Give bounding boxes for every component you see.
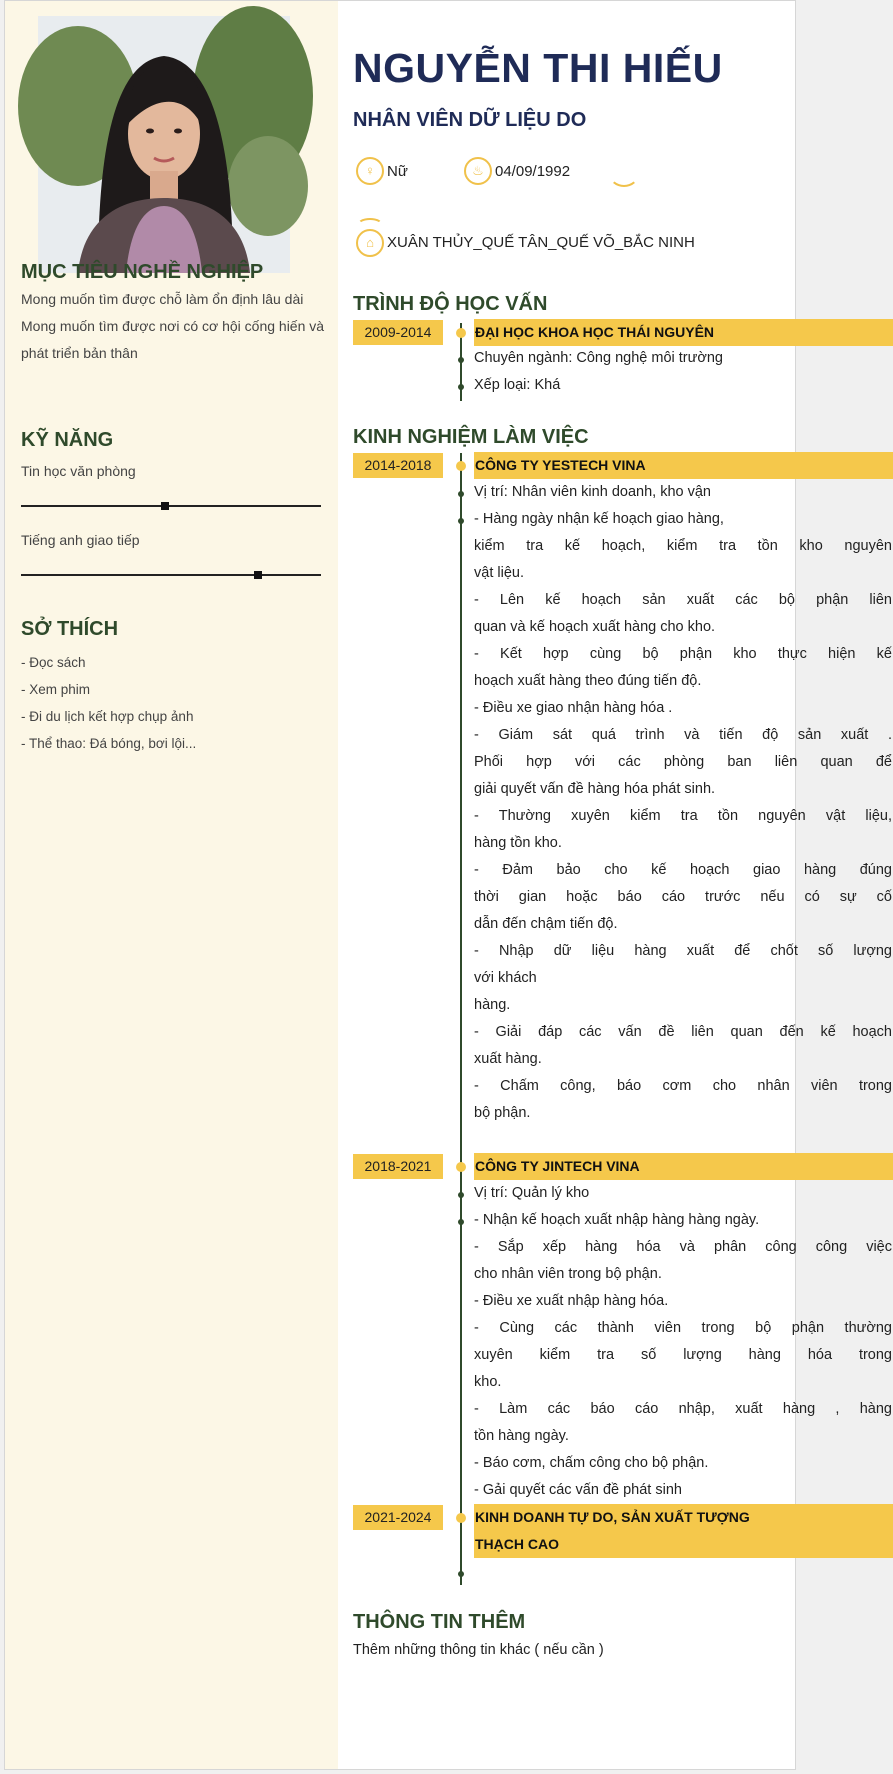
job-line: - Nhập dữ liệu hàng xuất để chốt số lượng (474, 943, 892, 959)
gender-value: Nữ (387, 163, 408, 180)
job-company: CÔNG TY JINTECH VINA (474, 1153, 893, 1180)
job-line: - Đảm bảo cho kế hoạch giao hàng đúng (474, 862, 892, 878)
job-line: - Chấm công, báo cơm cho nhân viên trong (474, 1078, 892, 1094)
education-grade: Xếp loại: Khá (474, 377, 561, 393)
job-year: 2014-2018 (353, 453, 443, 478)
timeline-dot (458, 491, 464, 497)
timeline-dot (458, 1571, 464, 1577)
decorative-arc (609, 161, 639, 187)
job-line: - Làm các báo cáo nhập, xuất hàng , hàng (474, 1401, 892, 1417)
sidebar (5, 1, 338, 1769)
gender-icon: ♀ (356, 157, 384, 185)
job-line: Vị trí: Quản lý kho (474, 1185, 590, 1201)
address-value: XUÂN THỦY_QUẾ TÂN_QUẾ VÕ_BẮC NINH (387, 234, 695, 251)
skill-bar (21, 574, 321, 576)
education-year: 2009-2014 (353, 320, 443, 345)
job-year: 2021-2024 (353, 1505, 443, 1530)
full-name: NGUYỄN THI HIẾU (353, 45, 723, 91)
hobby-item: - Đọc sách (21, 655, 86, 670)
hobby-item: - Xem phim (21, 682, 91, 697)
job-line: - Thường xuyên kiểm tra tồn nguyên vật liệu, (474, 808, 892, 824)
timeline-dot (456, 1513, 466, 1523)
address-icon: ⌂ (356, 229, 384, 257)
birthday-value: 04/09/1992 (495, 163, 571, 180)
timeline-dot (458, 384, 464, 390)
timeline-dot (458, 1219, 464, 1225)
job-line: - Gải quyết các vấn đề phát sinh (474, 1482, 682, 1498)
experience-timeline (460, 453, 462, 1585)
job-title: NHÂN VIÊN DỮ LIỆU DO (353, 109, 587, 131)
timeline-dot (458, 518, 464, 524)
job-line: vật liệu. (474, 565, 524, 581)
skills-title: KỸ NĂNG (21, 429, 114, 451)
hobby-item: - Thể thao: Đá bóng, bơi lội... (21, 736, 197, 751)
job-company (474, 1504, 893, 1558)
job-line: - Nhận kế hoạch xuất nhập hàng hàng ngày. (474, 1212, 760, 1228)
job-line: kiểm tra kế hoạch, kiểm tra tồn kho nguyên (474, 538, 892, 554)
timeline-dot (456, 328, 466, 338)
skill-bar (21, 505, 321, 507)
job-line: với khách (474, 970, 537, 986)
objective-title: MỤC TIÊU NGHỀ NGHIỆP (21, 261, 264, 283)
skill-level-marker (161, 502, 169, 510)
job-line: dẫn đến chậm tiến độ. (474, 916, 618, 932)
resume-page (4, 0, 892, 1770)
job-line: - Điều xe giao nhận hàng hóa . (474, 700, 673, 716)
job-line: xuất hàng. (474, 1051, 542, 1067)
skill-level-marker (254, 571, 262, 579)
hobbies-title: SỞ THÍCH (21, 618, 119, 640)
profile-photo-illustration (38, 16, 290, 273)
timeline-dot (458, 1192, 464, 1198)
skill-name: Tin học văn phòng (21, 463, 136, 479)
timeline-dot (456, 1162, 466, 1172)
profile-photo (38, 16, 290, 273)
job-line: quan và kế hoạch xuất hàng cho kho. (474, 619, 716, 635)
job-line: Vị trí: Nhân viên kinh doanh, kho vận (474, 484, 711, 500)
job-line: hàng. (474, 997, 511, 1013)
job-line: cho nhân viên trong bộ phận. (474, 1266, 662, 1282)
job-company: CÔNG TY YESTECH VINA (474, 452, 893, 479)
job-line: - Hàng ngày nhận kế hoạch giao hàng, (474, 511, 724, 527)
job-line: - Lên kế hoạch sản xuất các bộ phận liên (474, 592, 892, 608)
skill-name: Tiếng anh giao tiếp (21, 532, 140, 548)
job-line: - Sắp xếp hàng hóa và phân công công việc (474, 1239, 892, 1255)
education-title: TRÌNH ĐỘ HỌC VẤN (353, 293, 548, 315)
education-school: ĐẠI HỌC KHOA HỌC THÁI NGUYÊN (474, 319, 893, 346)
job-line: - Điều xe xuất nhập hàng hóa. (474, 1293, 669, 1309)
job-line: thời gian hoặc báo cáo trước nếu có sự cố (474, 889, 892, 905)
birthday-cake-icon: ♨ (464, 157, 492, 185)
extra-text: Thêm những thông tin khác ( nếu cần ) (353, 1642, 604, 1658)
job-line: giải quyết vấn đề hàng hóa phát sinh. (474, 781, 716, 797)
job-line: - Giải đáp các vấn đề liên quan đến kế hoạch (474, 1024, 892, 1040)
job-line: - Báo cơm, chấm công cho bộ phận. (474, 1455, 709, 1471)
job-line: - Giám sát quá trình và tiến độ sản xuất . (474, 727, 892, 743)
job-line: - Kết hợp cùng bộ phận kho thực hiện kế (474, 646, 892, 662)
job-line: Phối hợp với các phòng ban liên quan để (474, 754, 892, 770)
job-line: xuyên kiểm tra số lượng hàng hóa trong (474, 1347, 892, 1363)
job-line: - Cùng các thành viên trong bộ phận thường (474, 1320, 892, 1336)
hobby-item: - Đi du lịch kết hợp chụp ảnh (21, 709, 194, 724)
experience-title: KINH NGHIỆM LÀM VIỆC (353, 426, 589, 448)
objective-line: phát triển bản thân (21, 345, 138, 361)
objective-line: Mong muốn tìm được nơi có cơ hội cống hiến và (21, 318, 325, 334)
extra-title: THÔNG TIN THÊM (353, 1611, 526, 1633)
education-major: Chuyên ngành: Công nghệ môi trường (474, 350, 723, 366)
job-line: tồn hàng ngày. (474, 1428, 569, 1444)
objective-line: Mong muốn tìm được chỗ làm ổn định lâu dài (21, 291, 304, 307)
job-line: kho. (474, 1374, 502, 1390)
job-line: hàng tồn kho. (474, 835, 562, 851)
job-year: 2018-2021 (353, 1154, 443, 1179)
timeline-dot (458, 357, 464, 363)
job-line: bộ phận. (474, 1105, 531, 1121)
timeline-dot (456, 461, 466, 471)
job-line: hoạch xuất hàng theo đúng tiến độ. (474, 673, 702, 689)
job-company-line: THẠCH CAO (475, 1536, 559, 1552)
job-company-line: KINH DOANH TỰ DO, SẢN XUẤT TƯỢNG (475, 1509, 750, 1525)
